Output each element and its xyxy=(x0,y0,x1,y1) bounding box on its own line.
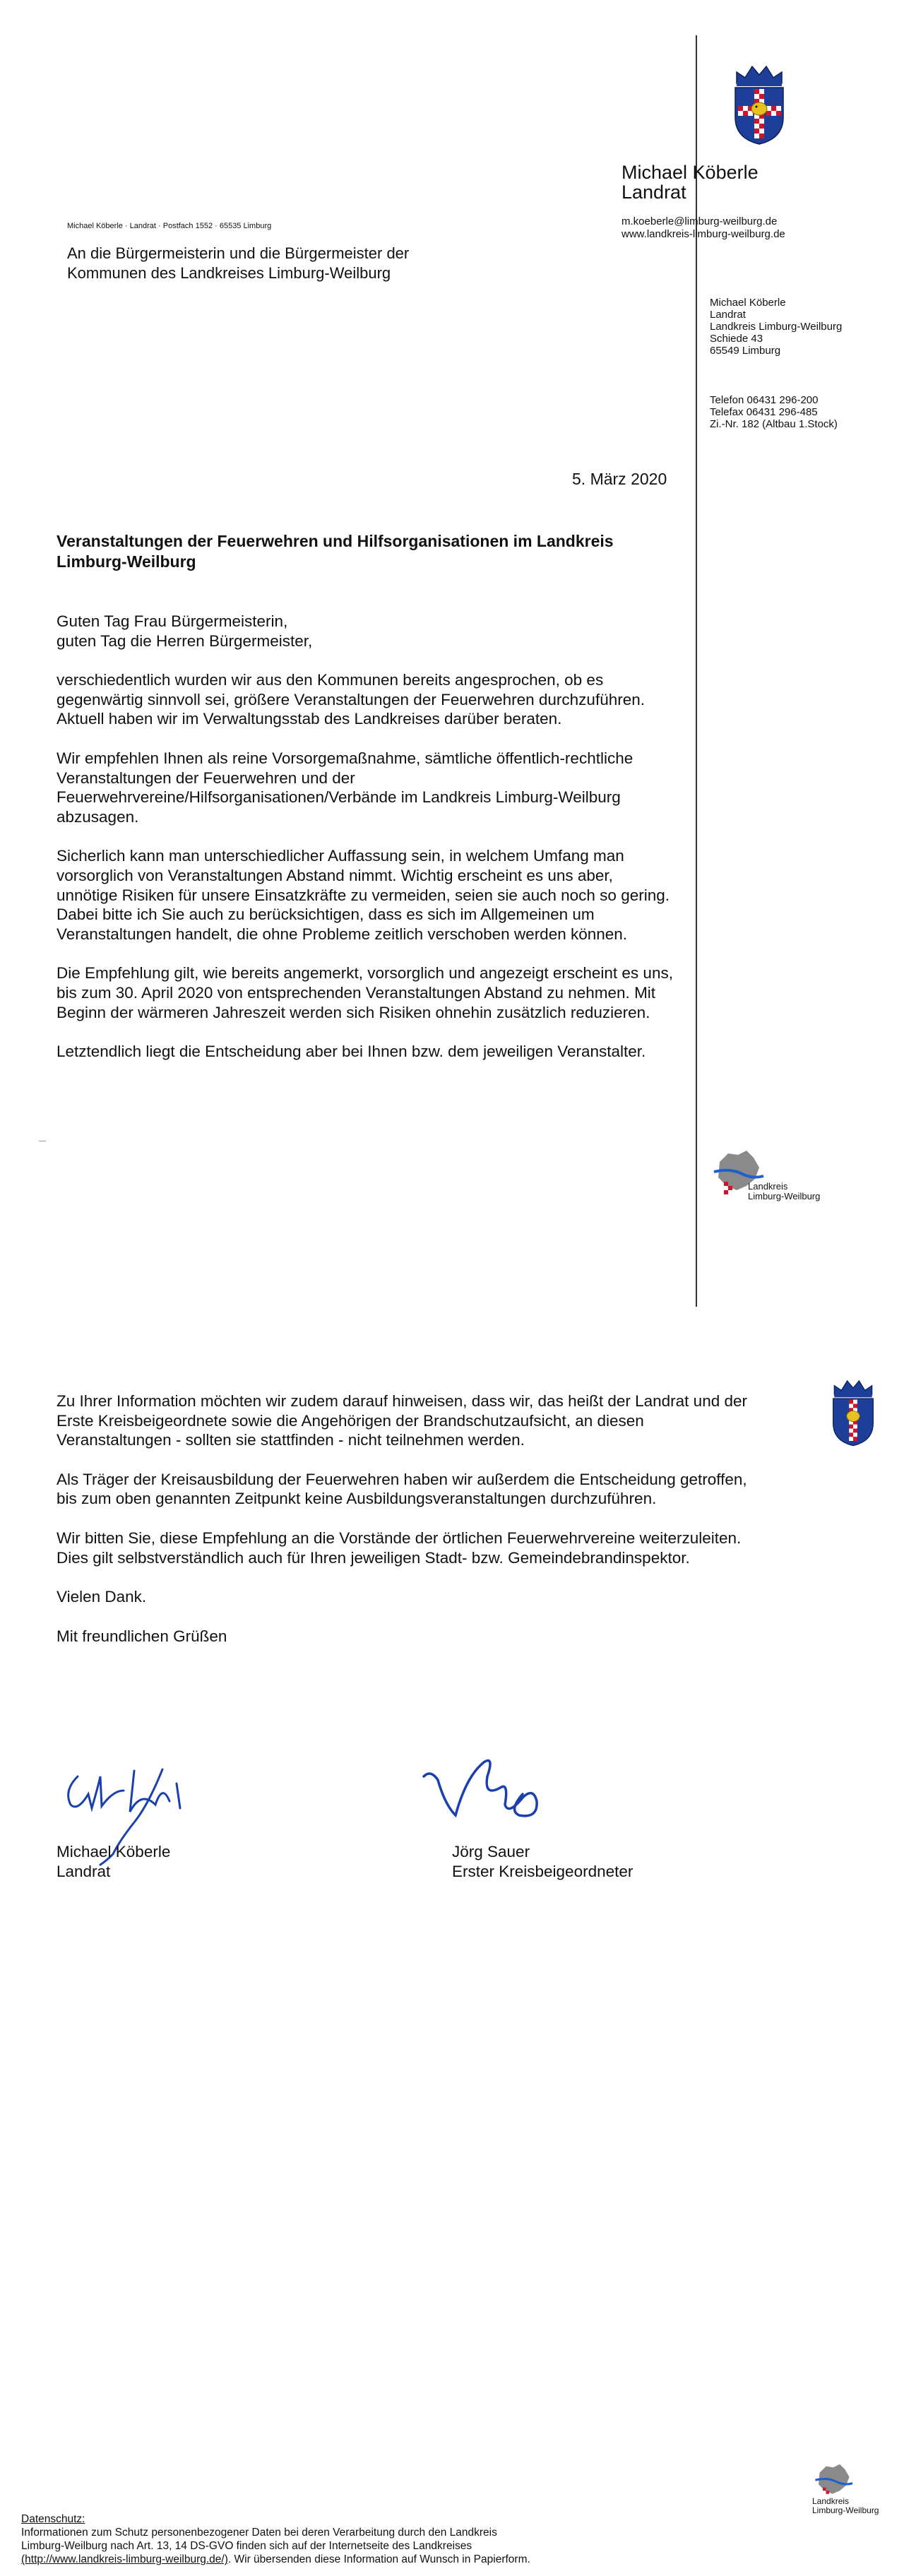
sender-name: Michael Köberle xyxy=(622,162,759,183)
body-paragraph: verschiedentlich wurden wir aus den Kommunen bereits angesprochen, ob es gegenwärtig sinnvoll sei, größere Veranstaltungen der Feuerwehren durchzuführen. Aktuell haben wir im Verwaltungsstab des Landkreises darüber beraten. xyxy=(56,671,645,728)
contact-line: Zi.-Nr. 182 (Altbau 1.Stock) xyxy=(710,418,838,430)
body-paragraph: Wir empfehlen Ihnen als reine Vorsorgemaßnahme, sämtliche öffentlich-rechtliche Veranstaltungen der Feuerwehren und der Feuerwehrvereine/Hilfsorganisationen/Verbände im Landkreis Limburg-Weilburg abzusagen. xyxy=(56,749,634,826)
salutation: guten Tag die Herren Bürgermeister, xyxy=(56,631,313,650)
contact-line: Telefon 06431 296-200 xyxy=(710,394,819,406)
signature xyxy=(417,1748,579,1840)
body-paragraph: Vielen Dank. xyxy=(56,1588,147,1606)
letter-date: 5. März 2020 xyxy=(572,470,667,488)
landkreis-map-logo-icon xyxy=(812,2462,879,2515)
body-paragraph: Letztendlich liegt die Entscheidung aber bei Ihnen bzw. dem jeweiligen Veranstalter. xyxy=(56,1043,646,1061)
privacy-line-rest: . Wir übersenden diese Information auf Wunsch in Papierform. xyxy=(227,2553,530,2565)
closing-phrase: Mit freundlichen Grüßen xyxy=(56,1627,227,1645)
landkreis-map-logo-icon xyxy=(710,1148,820,1201)
sender-contact-block xyxy=(710,394,838,430)
sender-address-line: Schiede 43 xyxy=(710,333,763,345)
salutation: Guten Tag Frau Bürgermeisterin, xyxy=(56,612,288,630)
letter-subject: Veranstaltungen der Feuerwehren und Hilfsorganisationen im Landkreis Limburg-Weilburg xyxy=(56,532,614,571)
signatory-name: Michael Köberle xyxy=(56,1843,171,1860)
letter-body-page-1 xyxy=(56,612,678,1081)
logo-text: Limburg-Weilburg xyxy=(812,2505,879,2515)
signatory-name: Jörg Sauer xyxy=(452,1843,530,1860)
privacy-heading: Datenschutz: xyxy=(21,2513,85,2525)
body-paragraph: Sicherlich kann man unterschiedlicher Auffassung sein, in welchem Umfang man vorsorglich von Veranstaltungen Abstand nimmt. Wichtig erscheint es uns aber, unnötige Risiken für unsere Einsatzkräfte zu vermeiden, seien sie auch noch so gering. Dabei bitte ich Sie auch zu berücksichtigen, dass es sich im Allgemeinen um Veranstaltungen handelt, die ohne Probleme zeitlich verschoben werden können. xyxy=(56,847,670,943)
sender-address-block xyxy=(710,297,842,357)
logo-text: Landkreis xyxy=(812,2496,850,2506)
body-paragraph: Wir bitten Sie, diese Empfehlung an die Vorstände der örtlichen Feuerwehrvereine weiterzuleiten. Dies gilt selbstverständlich auch für Ihren jeweiligen Stadt- bzw. Gemeindebrandinspektor. xyxy=(56,1529,742,1567)
logo-text: Landkreis xyxy=(748,1181,788,1192)
body-paragraph: Zu Ihrer Information möchten wir zudem darauf hinweisen, dass wir, das heißt der Landrat und der Erste Kreisbeigeordnete sowie die Angehörigen der Brandschutzaufsicht, an diesen Veranstaltungen - sollten sie stattfinden - nicht teilnehmen werden. xyxy=(56,1392,747,1449)
logo-text: Limburg-Weilburg xyxy=(748,1191,821,1201)
signatory-role: Erster Kreisbeigeordneter xyxy=(452,1862,634,1880)
privacy-line: Limburg-Weilburg nach Art. 13, 14 DS-GVO finden sich auf der Internetseite des Landkreises xyxy=(21,2540,472,2552)
sender-role: Landrat xyxy=(622,182,686,203)
body-paragraph: Die Empfehlung gilt, wie bereits angemerkt, vorsorglich und angezeigt erscheint es uns, bis zum 30. April 2020 von entsprechenden Veranstaltungen Abstand zu nehmen. Mit Beginn der wärmeren Jahreszeit werden sich Risiken ohnehin zusätzlich reduzieren. xyxy=(56,964,673,1021)
privacy-line: Informationen zum Schutz personenbezogener Daten bei deren Verarbeitung durch den Landkreis xyxy=(21,2527,497,2539)
recipient-address: An die Bürgermeisterin und die Bürgermeister der Kommunen des Landkreises Limburg-Weilburg xyxy=(67,244,410,282)
coat-of-arms-icon xyxy=(825,1377,881,1448)
signatory-right xyxy=(452,1842,633,1881)
return-address: Michael Köberle · Landrat · Postfach 1552 · 65535 Limburg xyxy=(67,222,272,230)
privacy-link[interactable]: (http://www.landkreis-limburg-weilburg.de/) xyxy=(21,2553,228,2565)
sender-address-line: Landrat xyxy=(710,309,746,321)
privacy-line xyxy=(21,2553,798,2566)
letter-body-page-2 xyxy=(56,1391,749,1666)
sender-address-line: Landkreis Limburg-Weilburg xyxy=(710,321,843,333)
signatory-role: Landrat xyxy=(56,1862,111,1880)
contact-website: www.landkreis-limburg-weilburg.de xyxy=(622,228,785,240)
coat-of-arms-icon xyxy=(731,62,787,147)
sender-address-line: Michael Köberle xyxy=(710,297,786,309)
signatory-left xyxy=(56,1842,170,1881)
privacy-notice xyxy=(21,2512,798,2566)
body-paragraph: Als Träger der Kreisausbildung der Feuerwehren haben wir außerdem die Entscheidung getroffen, bis zum oben genannten Zeitpunkt keine Ausbildungsveranstaltungen durchzuführen. xyxy=(56,1470,747,1508)
sender-address-line: 65549 Limburg xyxy=(710,345,781,357)
contact-email: m.koeberle@limburg-weilburg.de xyxy=(622,215,778,227)
contact-line: Telefax 06431 296-485 xyxy=(710,406,818,418)
